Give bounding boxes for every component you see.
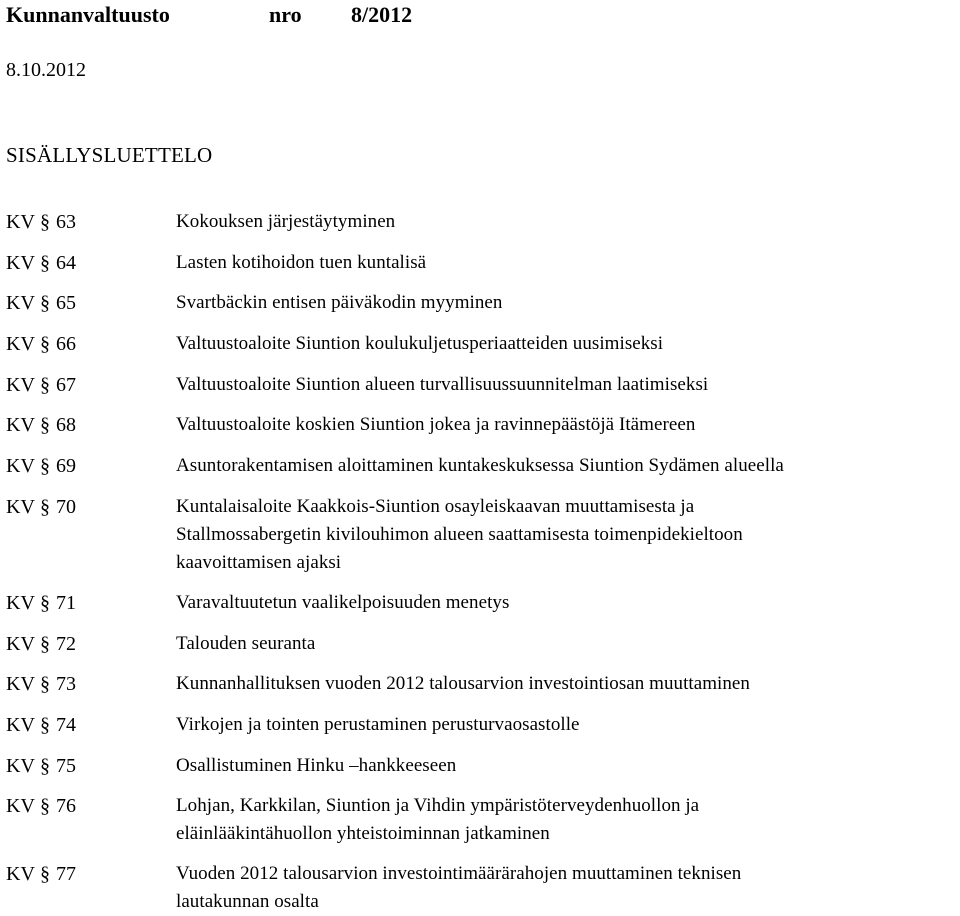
section-number: 72 bbox=[56, 633, 76, 655]
section-code bbox=[6, 411, 76, 439]
section-number: 67 bbox=[56, 374, 76, 396]
meeting-date: 8.10.2012 bbox=[6, 59, 86, 81]
section-number: 77 bbox=[56, 863, 76, 885]
section-title bbox=[176, 670, 958, 698]
section-prefix: KV bbox=[6, 673, 35, 695]
section-prefix: KV bbox=[6, 252, 35, 274]
section-sign: § bbox=[40, 333, 50, 355]
section-number: 75 bbox=[56, 755, 76, 777]
section-title bbox=[176, 411, 958, 439]
section-title-line: Valtuustoaloite Siuntion koulukuljetusperiaatteiden uusimiseksi bbox=[176, 333, 664, 354]
section-sign: § bbox=[40, 252, 50, 274]
section-title bbox=[176, 630, 958, 658]
section-number: 65 bbox=[56, 292, 76, 314]
section-number: 70 bbox=[56, 496, 76, 518]
section-title-line: Virkojen ja tointen perustaminen perusturvaosastolle bbox=[176, 714, 580, 735]
section-code bbox=[6, 330, 76, 358]
section-code bbox=[6, 249, 76, 277]
section-prefix: KV bbox=[6, 496, 35, 518]
section-code bbox=[6, 711, 76, 739]
section-title-line: Stallmossabergetin kivilouhimon alueen saattamisesta toimenpidekieltoon bbox=[176, 524, 743, 545]
section-title-line: lautakunnan osalta bbox=[176, 891, 319, 912]
section-code bbox=[6, 289, 76, 317]
section-title-line: Kunnanhallituksen vuoden 2012 talousarvion investointiosan muuttaminen bbox=[176, 673, 750, 694]
section-title-line: Kokouksen järjestäytyminen bbox=[176, 211, 396, 232]
section-title bbox=[176, 711, 958, 739]
section-title-line: Lohjan, Karkkilan, Siuntion ja Vihdin ympäristöterveydenhuollon ja bbox=[176, 795, 700, 816]
section-title-line: Valtuustoaloite koskien Siuntion jokea ja ravinnepäästöjä Itämereen bbox=[176, 414, 696, 435]
section-sign: § bbox=[40, 414, 50, 436]
section-title-line: eläinlääkintähuollon yhteistoiminnan jatkaminen bbox=[176, 823, 550, 844]
section-title-line: Talouden seuranta bbox=[176, 633, 316, 654]
section-number: 63 bbox=[56, 211, 76, 233]
section-prefix: KV bbox=[6, 633, 35, 655]
section-title-line: Vuoden 2012 talousarvion investointimäärärahojen muuttaminen teknisen bbox=[176, 863, 742, 884]
section-code bbox=[6, 208, 76, 236]
section-title-line: Lasten kotihoidon tuen kuntalisä bbox=[176, 252, 427, 273]
section-title bbox=[176, 330, 958, 358]
section-number: 73 bbox=[56, 673, 76, 695]
section-title-line: Osallistuminen Hinku –hankkeeseen bbox=[176, 755, 457, 776]
section-code bbox=[6, 493, 76, 521]
section-sign: § bbox=[40, 755, 50, 777]
section-title bbox=[176, 752, 958, 780]
section-code bbox=[6, 630, 76, 658]
section-sign: § bbox=[40, 211, 50, 233]
section-title bbox=[176, 589, 958, 617]
section-number: 66 bbox=[56, 333, 76, 355]
section-code bbox=[6, 452, 76, 480]
section-prefix: KV bbox=[6, 374, 35, 396]
section-title bbox=[176, 860, 958, 916]
section-sign: § bbox=[40, 292, 50, 314]
section-code bbox=[6, 670, 76, 698]
section-sign: § bbox=[40, 374, 50, 396]
section-title-line: Asuntorakentamisen aloittaminen kuntakeskuksessa Siuntion Sydämen alueella bbox=[176, 455, 784, 476]
section-sign: § bbox=[40, 863, 50, 885]
organization-name: Kunnanvaltuusto bbox=[6, 2, 170, 27]
section-title bbox=[176, 249, 958, 277]
section-title bbox=[176, 208, 958, 236]
section-title-line: Varavaltuutetun vaalikelpoisuuden menetys bbox=[176, 592, 510, 613]
section-prefix: KV bbox=[6, 414, 35, 436]
table-of-contents-title: SISÄLLYSLUETTELO bbox=[6, 143, 213, 167]
section-title-line: Valtuustoaloite Siuntion alueen turvallisuussuunnitelman laatimiseksi bbox=[176, 374, 709, 395]
section-title bbox=[176, 371, 958, 399]
section-sign: § bbox=[40, 795, 50, 817]
number-label: nro bbox=[269, 2, 302, 27]
section-code bbox=[6, 792, 76, 820]
section-title bbox=[176, 792, 958, 848]
section-prefix: KV bbox=[6, 333, 35, 355]
section-code bbox=[6, 589, 76, 617]
meeting-number: 8/2012 bbox=[351, 2, 413, 27]
document-header bbox=[6, 0, 412, 30]
section-code bbox=[6, 752, 76, 780]
section-code bbox=[6, 371, 76, 399]
section-prefix: KV bbox=[6, 795, 35, 817]
section-title-line: Kuntalaisaloite Kaakkois-Siuntion osayleiskaavan muuttamisesta ja bbox=[176, 496, 695, 517]
section-title bbox=[176, 452, 958, 480]
section-sign: § bbox=[40, 592, 50, 614]
section-prefix: KV bbox=[6, 211, 35, 233]
section-title bbox=[176, 493, 958, 577]
section-prefix: KV bbox=[6, 455, 35, 477]
section-prefix: KV bbox=[6, 863, 35, 885]
section-sign: § bbox=[40, 496, 50, 518]
section-sign: § bbox=[40, 633, 50, 655]
section-number: 64 bbox=[56, 252, 76, 274]
section-prefix: KV bbox=[6, 592, 35, 614]
section-title-line: kaavoittamisen ajaksi bbox=[176, 552, 342, 573]
section-number: 76 bbox=[56, 795, 76, 817]
section-title-line: Svartbäckin entisen päiväkodin myyminen bbox=[176, 292, 503, 313]
section-title bbox=[176, 289, 958, 317]
section-number: 71 bbox=[56, 592, 76, 614]
section-prefix: KV bbox=[6, 292, 35, 314]
section-number: 74 bbox=[56, 714, 76, 736]
section-prefix: KV bbox=[6, 714, 35, 736]
section-sign: § bbox=[40, 455, 50, 477]
section-prefix: KV bbox=[6, 755, 35, 777]
section-sign: § bbox=[40, 714, 50, 736]
section-number: 68 bbox=[56, 414, 76, 436]
section-sign: § bbox=[40, 673, 50, 695]
section-code bbox=[6, 860, 76, 888]
section-number: 69 bbox=[56, 455, 76, 477]
